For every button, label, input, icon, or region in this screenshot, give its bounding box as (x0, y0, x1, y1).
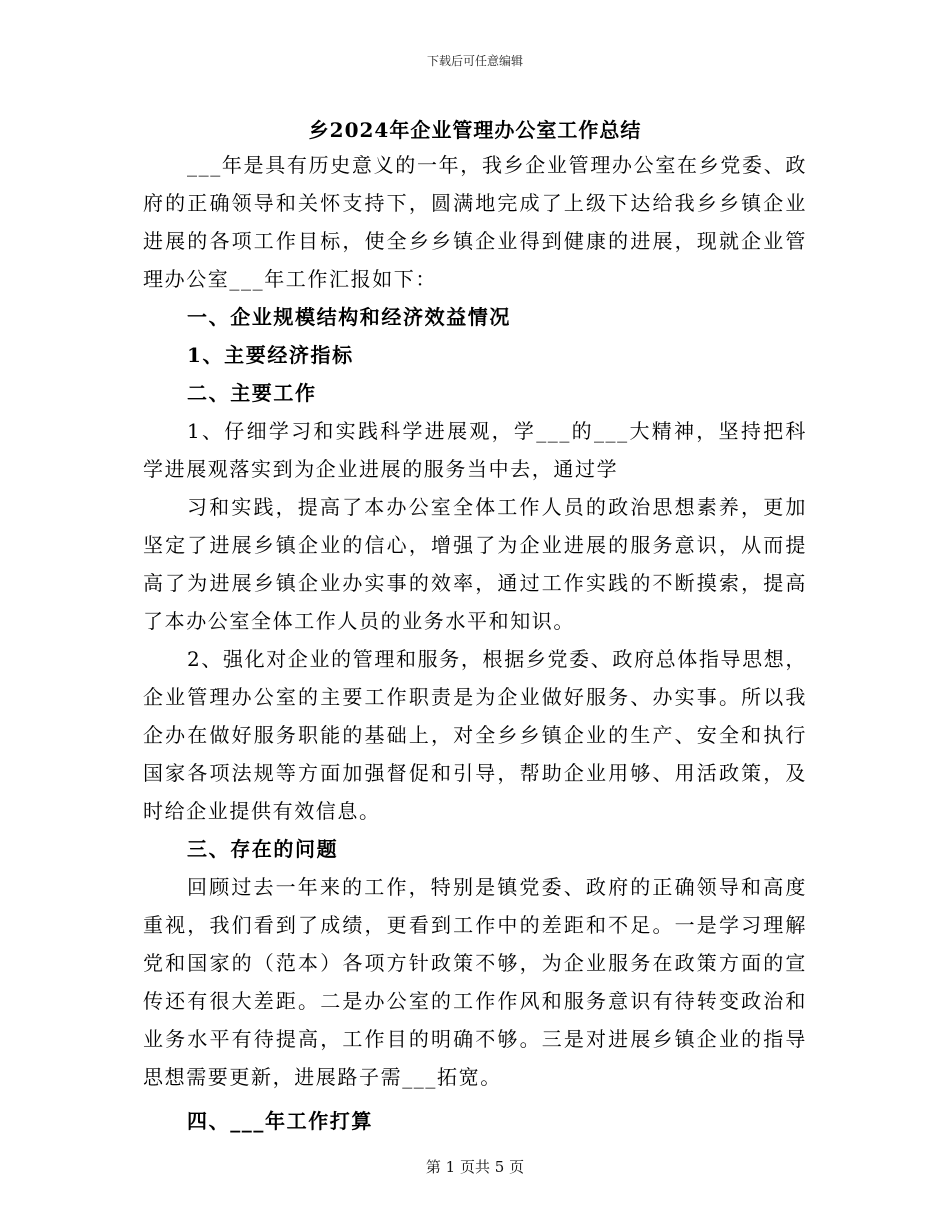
section2-paragraph-1: 1、仔细学习和实践科学进展观，学___的___大精神，坚持把科学进展观落实到为企业进展的服务当中去，通过学 (143, 419, 807, 481)
section-heading-1: 一、企业规模结构和经济效益情况 (187, 305, 511, 329)
section-heading-4: 四、___年工作打算 (187, 1109, 373, 1133)
section2-paragraph-2: 2、强化对企业的管理和服务，根据乡党委、政府总体指导思想，企业管理办公室的主要工作职责是为企业做好服务、办实事。所以我企办在做好服务职能的基础上，对全乡乡镇企业的生产、安全和执行国家各项法规等方面加强督促和引导，帮助企业用够、用活政策，及时给企业提供有效信息。 (143, 647, 807, 823)
page-number-footer: 第 1 页共 5 页 (425, 1158, 525, 1176)
intro-paragraph: ___年是具有历史意义的一年，我乡企业管理办公室在乡党委、政府的正确领导和关怀支持下，圆满地完成了上级下达给我乡乡镇企业进展的各项工作目标，使全乡乡镇企业得到健康的进展，现就企业管理办公室___年工作汇报如下： (143, 153, 807, 291)
subsection-heading-1-1: 1、主要经济指标 (187, 343, 354, 367)
section2-paragraph-1-continued: 习和实践，提高了本办公室全体工作人员的政治思想素养，更加坚定了进展乡镇企业的信心，增强了为企业进展的服务意识，从而提高了为进展乡镇企业办实事的效率，通过工作实践的不断摸索，提高了本办公室全体工作人员的业务水平和知识。 (143, 495, 807, 633)
section3-paragraph-1: 回顾过去一年来的工作，特别是镇党委、政府的正确领导和高度重视，我们看到了成绩，更看到工作中的差距和不足。一是学习理解党和国家的（范本）各项方针政策不够，为企业服务在政策方面的宣传还有很大差距。二是办公室的工作作风和服务意识有待转变政治和业务水平有待提高，工作目的明确不够。三是对进展乡镇企业的指导思想需要更新，进展路子需___拓宽。 (143, 875, 807, 1089)
section-heading-3: 三、存在的问题 (187, 837, 339, 861)
document-body (143, 146, 807, 1140)
section-heading-2: 二、主要工作 (187, 381, 317, 405)
document-title: 乡2024年企业管理办公室工作总结 (308, 118, 642, 142)
page-header-note: 下载后可任意编辑 (426, 54, 523, 68)
